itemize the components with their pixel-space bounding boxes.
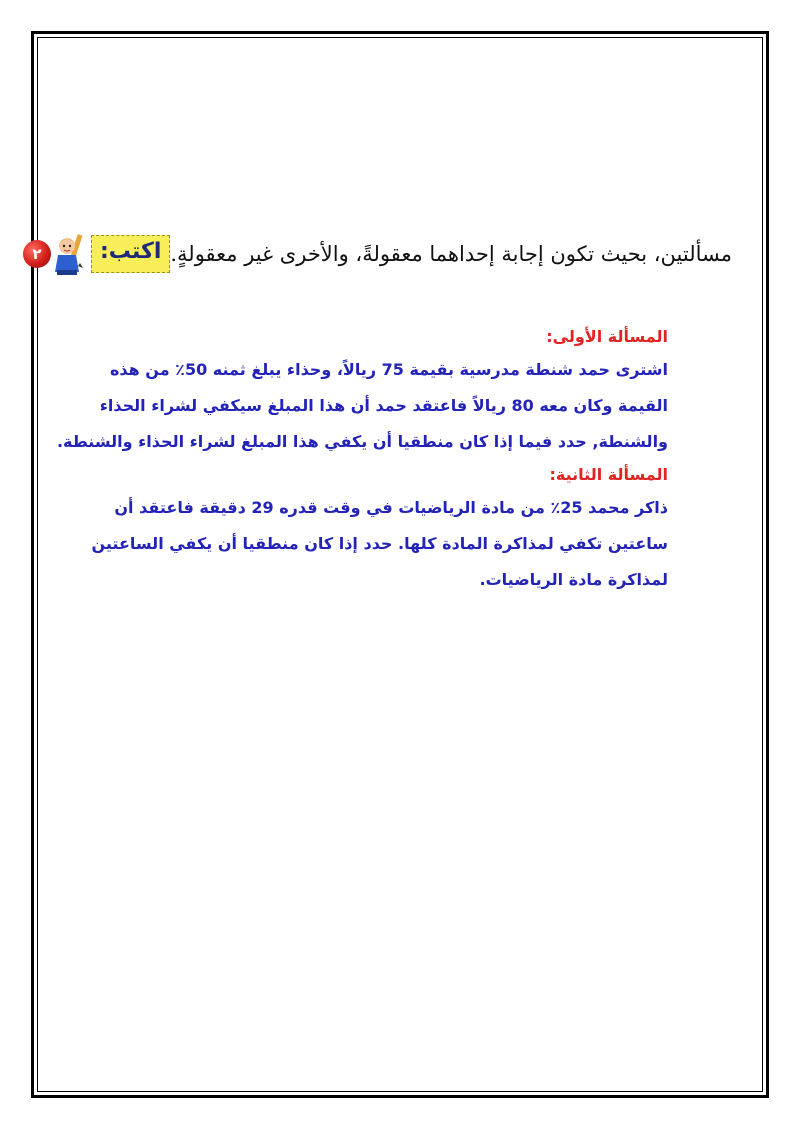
problem2-line: ساعتين تكفي لمذاكرة المادة كلها. حدد إذا كان منطقيا أن يكفي الساعتين xyxy=(91,534,668,553)
problem2-title: المسألة الثانية: xyxy=(549,465,668,484)
instruction-row xyxy=(17,230,732,278)
problem1-line: القيمة وكان معه 80 ريالاً فاعتقد حمد أن هذا المبلغ سيكفي لشراء الحذاء xyxy=(99,396,668,415)
problem2-line: لمذاكرة مادة الرياضيات. xyxy=(479,570,668,589)
problems-section xyxy=(56,322,668,598)
problem1-title: المسألة الأولى: xyxy=(546,327,668,346)
problem1-line: والشنطة, حدد فيما إذا كان منطقيا أن يكفي هذا المبلغ لشراء الحذاء والشنطة. xyxy=(56,432,668,451)
write-label: اكتب: xyxy=(91,235,170,273)
question-number-badge: ٢ xyxy=(23,240,51,268)
problem1-line: اشترى حمد شنطة مدرسية بقيمة 75 ريالاً، وحذاء يبلغ ثمنه 50٪ من هذه xyxy=(109,360,668,379)
problem2-line: ذاكر محمد 25٪ من مادة الرياضيات في وقت قدره 29 دقيقة فاعتقد أن xyxy=(114,498,668,517)
instruction-text: مسألتين، بحيث تكون إجابة إحداهما معقولةً، والأخرى غير معقولةٍ. xyxy=(170,242,732,266)
pencil-kid-icon xyxy=(53,232,87,276)
